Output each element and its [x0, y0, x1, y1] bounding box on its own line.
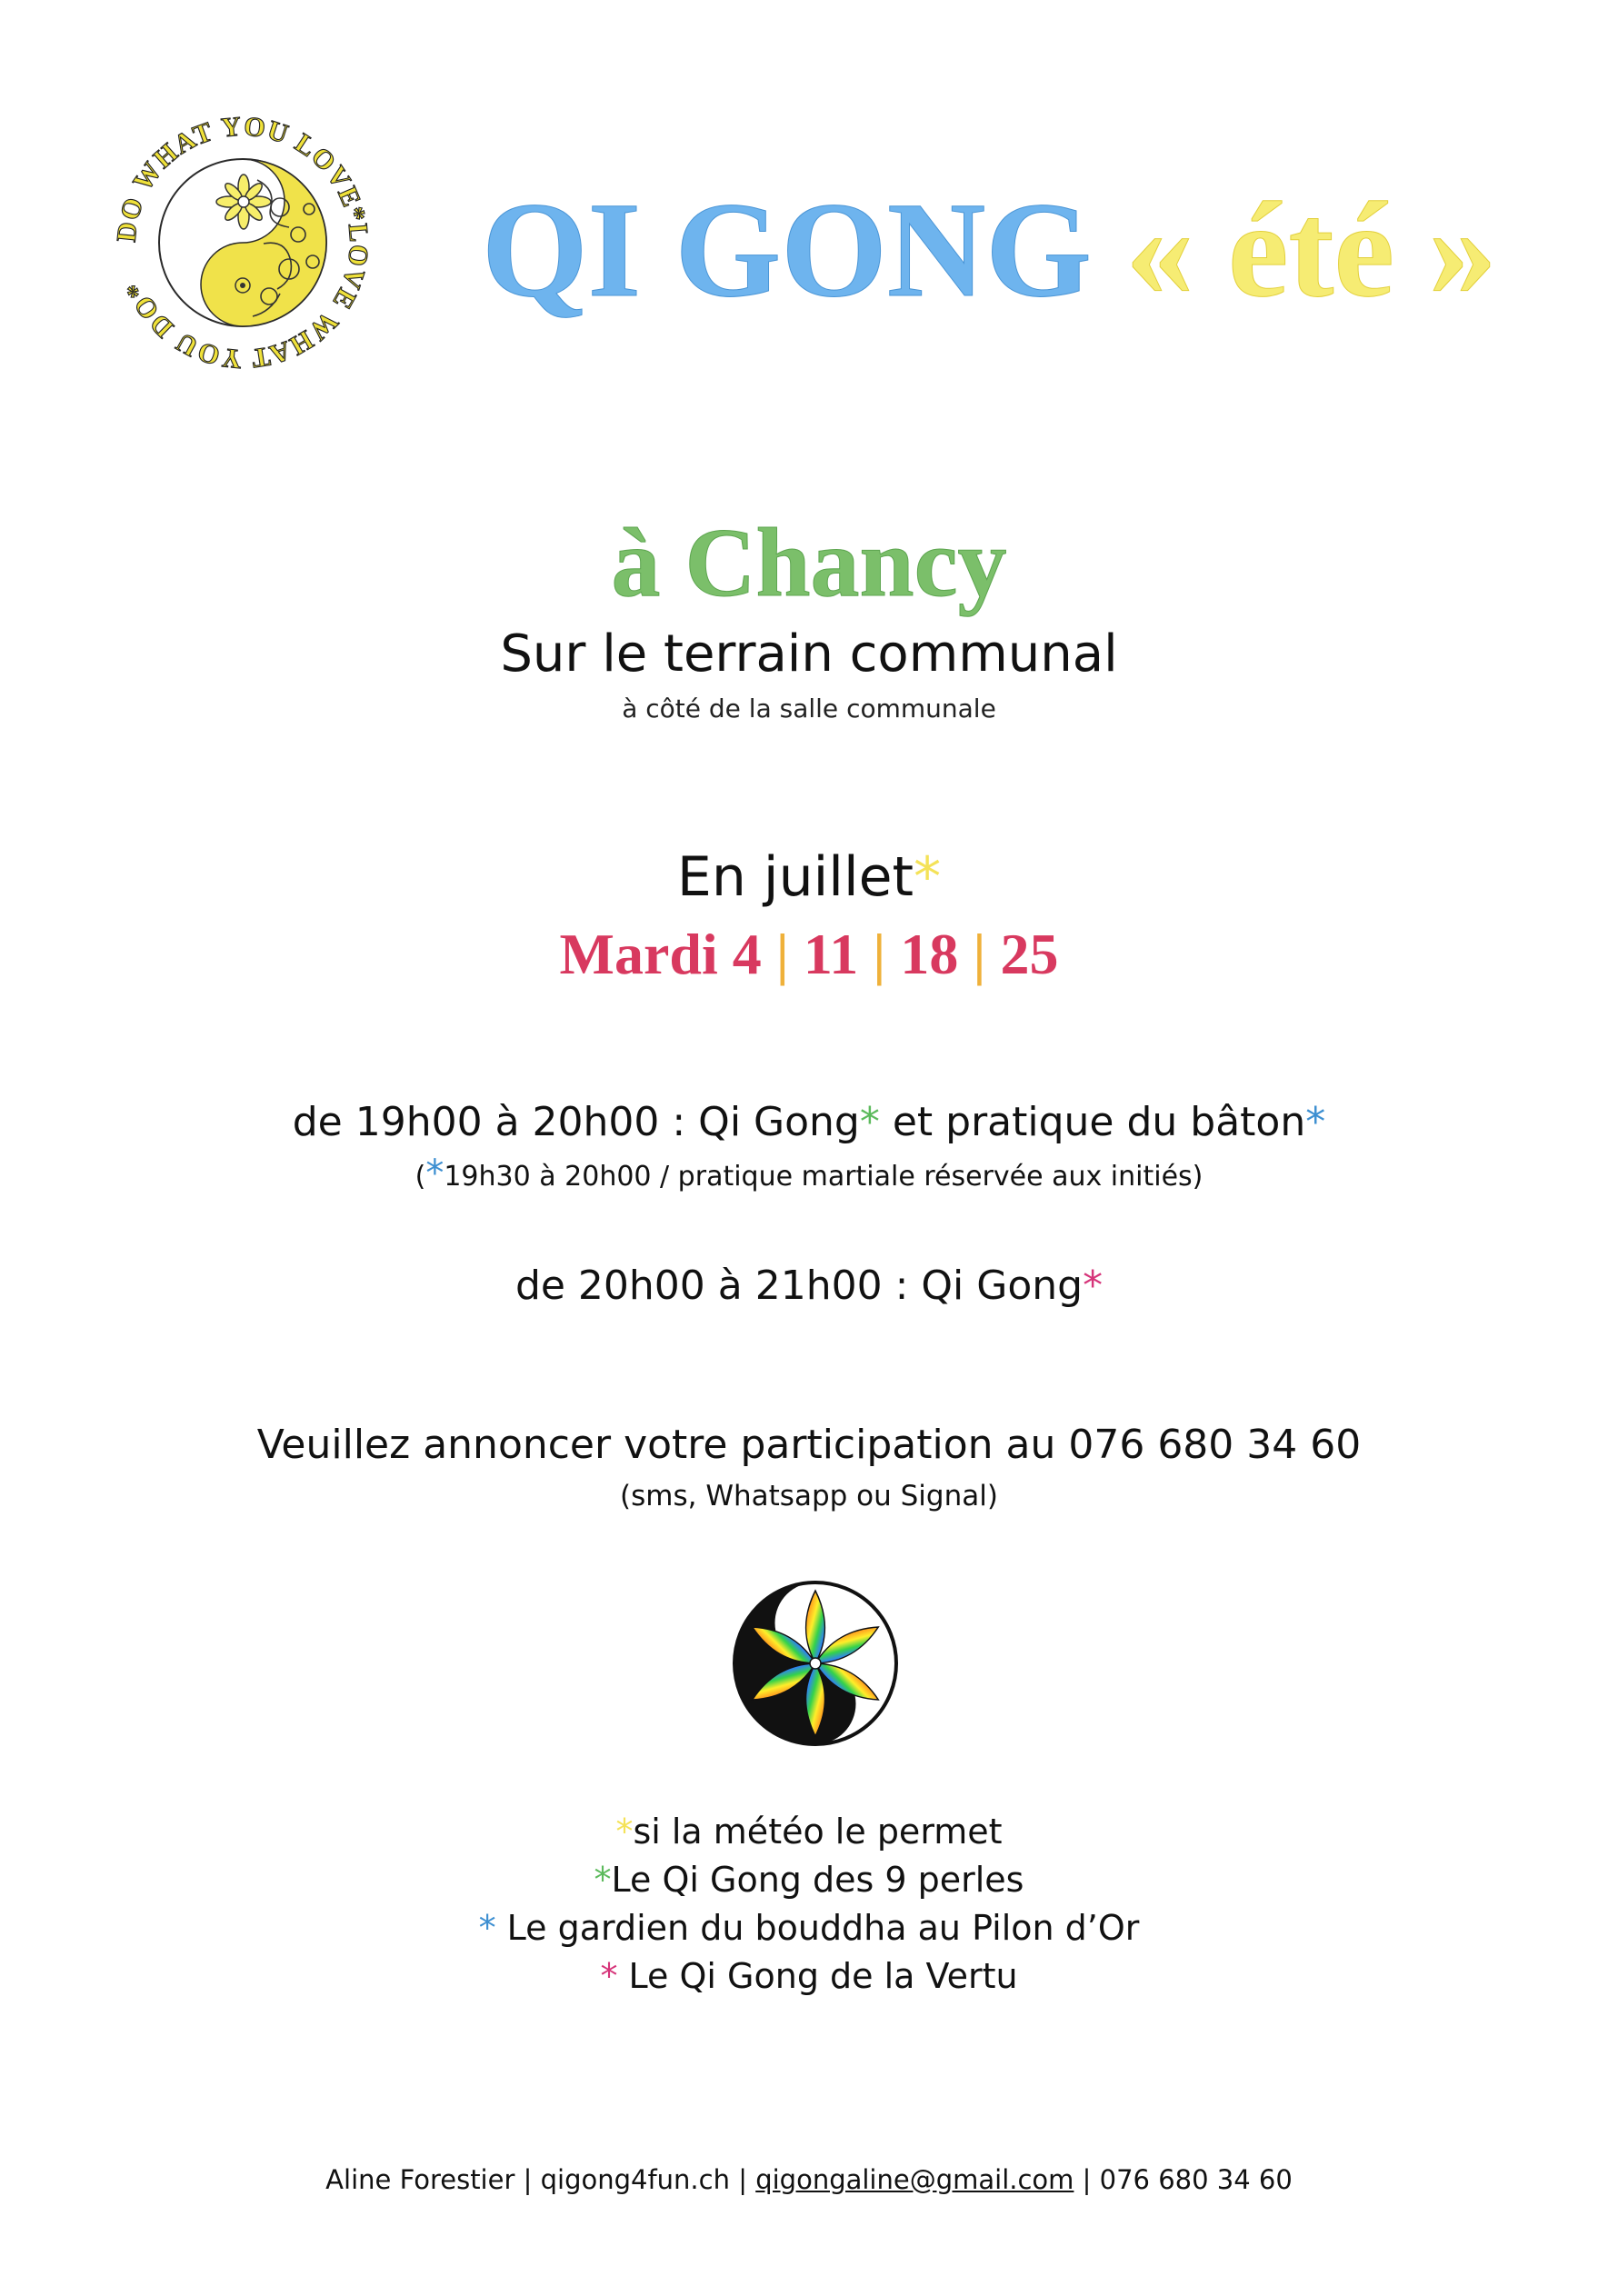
session-1-marker-a: * — [859, 1099, 880, 1145]
signup-text: Veuillez annoncer votre participation au 076 680 34 60 — [256, 1422, 1362, 1468]
session-1-note-text: 19h30 à 20h00 / pratique martiale réservée aux initiés) — [444, 1161, 1204, 1193]
title-season: « été » — [1125, 175, 1497, 325]
session-1-note-open: ( — [414, 1161, 426, 1193]
footnote-text: Le Qi Gong de la Vertu — [628, 1956, 1018, 1996]
date-separator: | — [775, 922, 789, 986]
footnote-marker: * — [600, 1956, 629, 1996]
schedule-month — [0, 843, 1618, 912]
session-1-middle: et pratique du bâton — [879, 1099, 1306, 1145]
session-2 — [0, 1259, 1618, 1313]
session-2-time: de 20h00 à 21h00 : Qi Gong — [514, 1263, 1084, 1309]
rainbow-flower-yin-yang-icon — [731, 1579, 900, 1748]
location-town: à Chancy — [611, 509, 1007, 617]
page-title — [482, 173, 1509, 327]
date-value: 18 — [900, 922, 959, 986]
session-1-marker-b: * — [1305, 1099, 1326, 1145]
footer-contact — [0, 2161, 1618, 2198]
month-label: En juillet — [676, 845, 914, 909]
title-main: QI GONG — [482, 175, 1092, 325]
session-1-time: de 19h00 à 20h00 : Qi Gong — [292, 1099, 860, 1145]
session-2-marker: * — [1083, 1263, 1104, 1309]
session-1 — [0, 1095, 1618, 1150]
footer-separator: | — [514, 2164, 541, 2195]
footnote-text: si la météo le permet — [633, 1812, 1003, 1852]
footer-site-link[interactable]: qigong4fun.ch — [540, 2164, 730, 2195]
month-marker: * — [914, 845, 942, 909]
date-separator: | — [873, 922, 886, 986]
footnote-weather — [0, 1809, 1618, 1854]
footer-name: Aline Forestier — [325, 2164, 515, 2195]
yin-yang-logo — [107, 107, 378, 378]
footnote-marker: * — [594, 1860, 612, 1900]
rainbow-flower-logo — [731, 1579, 900, 1748]
location-venue-note: à côté de la salle communale — [622, 694, 996, 724]
footnote-text: Le gardien du bouddha au Pilon d’Or — [506, 1908, 1140, 1948]
footer-phone: 076 680 34 60 — [1099, 2164, 1293, 2195]
date-value: 11 — [803, 922, 859, 986]
date-separator: | — [973, 922, 986, 986]
logo-ring-text: DO WHAT YOU LOVE*LOVE WHAT YOU DO* — [111, 111, 375, 374]
footnote-marker: * — [478, 1908, 507, 1948]
session-1-note — [0, 1154, 1618, 1196]
date-day-label: Mardi 4 — [559, 922, 762, 986]
footnote-text: Le Qi Gong des 9 perles — [611, 1860, 1024, 1900]
schedule-dates — [0, 918, 1618, 991]
footnote-marker: * — [615, 1812, 634, 1852]
session-1-note-marker: * — [425, 1153, 444, 1194]
footnote-gardien-bouddha — [0, 1905, 1618, 1951]
signup-note: (sms, Whatsapp ou Signal) — [620, 1480, 998, 1512]
location-venue: Sur le terrain communal — [500, 624, 1118, 684]
footnote-qigong-vertu — [0, 1953, 1618, 1999]
date-value: 25 — [1000, 922, 1059, 986]
footnote-qigong-9-perles — [0, 1857, 1618, 1902]
footer-email-link[interactable]: qigongaline@gmail.com — [755, 2164, 1074, 2195]
footer-separator: | — [1074, 2164, 1100, 2195]
yin-yang-icon — [107, 107, 378, 378]
footer-separator: | — [729, 2164, 756, 2195]
